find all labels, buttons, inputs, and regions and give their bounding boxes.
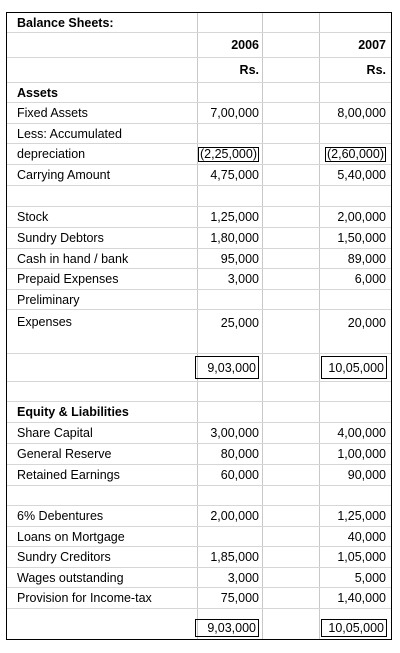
table-row (7, 228, 391, 249)
table-row (7, 249, 391, 269)
table-row (7, 444, 391, 465)
value-2006: 7,00,000 (210, 106, 259, 120)
table-row (7, 423, 391, 444)
table-row (7, 290, 391, 310)
row-label: Prepaid Expenses (17, 272, 119, 286)
row-label: 6% Debentures (17, 509, 104, 523)
table-row (7, 207, 391, 228)
table-row (7, 186, 391, 207)
value-2007: 5,000 (354, 570, 386, 585)
value-2006: 60,000 (220, 468, 259, 482)
table-row (7, 465, 391, 486)
table-row (7, 506, 391, 527)
row-label: Less: Accumulated (17, 126, 122, 141)
assets-heading: Assets (17, 85, 58, 100)
row-label: Cash in hand / bank (17, 251, 129, 266)
value-2007: 1,00,000 (337, 447, 386, 461)
table-row (7, 13, 391, 33)
value-2006: 2,00,000 (210, 509, 259, 523)
sheet-title: Balance Sheets: (17, 15, 114, 30)
value-2007: 4,00,000 (337, 426, 386, 440)
row-label: depreciation (17, 147, 86, 161)
value-2006: 1,80,000 (210, 231, 259, 245)
currency-2007: Rs. (366, 63, 386, 77)
row-label: Preliminary (17, 292, 80, 307)
table-row (7, 547, 391, 568)
liabilities-total-2007: 10,05,000 (321, 619, 387, 637)
row-label: Sundry Debtors (17, 231, 104, 245)
value-2007: 2,00,000 (337, 210, 386, 224)
table-row (7, 33, 391, 58)
value-2007-cell (319, 144, 386, 164)
table-row (7, 310, 391, 354)
row-label: Expenses (17, 314, 72, 329)
table-row (7, 382, 391, 402)
table-row (7, 609, 391, 639)
table-row (7, 83, 391, 103)
value-2006: 3,000 (227, 272, 259, 286)
row-label: Sundry Creditors (17, 550, 111, 564)
value-2007: 20,000 (347, 315, 386, 330)
table-row (7, 568, 391, 588)
value-2006: 25,000 (220, 315, 259, 330)
value-2007: 5,40,000 (337, 168, 386, 182)
value-2006: 3,00,000 (210, 426, 259, 440)
equity-heading: Equity & Liabilities (17, 405, 129, 419)
value-2006: 3,000 (227, 570, 259, 585)
value-2007: 1,25,000 (337, 509, 386, 523)
row-label: Stock (17, 210, 49, 224)
table-row (7, 144, 391, 165)
value-2007: 1,40,000 (337, 591, 386, 605)
table-row (7, 165, 391, 186)
year-2007-header: 2007 (358, 38, 386, 52)
value-2006 (197, 527, 259, 546)
table-row (7, 269, 391, 290)
balance-sheet-table (6, 12, 392, 640)
table-row (7, 354, 391, 382)
value-2007: 1,50,000 (337, 231, 386, 245)
table-row (7, 588, 391, 609)
row-label: Carrying Amount (17, 168, 111, 182)
liabilities-total-2006: 9,03,000 (195, 619, 259, 637)
table-row (7, 58, 391, 83)
value-2007: 89,000 (347, 251, 386, 266)
value-2007: 6,000 (354, 272, 386, 286)
assets-total-2006: 9,03,000 (195, 356, 259, 379)
row-label: Loans on Mortgage (17, 529, 125, 544)
row-label: General Reserve (17, 447, 112, 461)
value-2006: 1,25,000 (210, 210, 259, 224)
value-2006: 80,000 (220, 447, 259, 461)
table-row (7, 124, 391, 144)
table-row (7, 103, 391, 124)
value-2007: 8,00,000 (337, 106, 386, 120)
value-2006: 4,75,000 (210, 168, 259, 182)
row-label: Wages outstanding (17, 570, 124, 585)
year-2006-header: 2006 (231, 38, 259, 52)
row-label: Provision for Income-tax (17, 591, 152, 605)
value-2007: (2,60,000) (327, 146, 384, 161)
table-row (7, 486, 391, 506)
row-label: Fixed Assets (17, 106, 88, 120)
value-2007: 1,05,000 (337, 550, 386, 564)
value-2007: 40,000 (347, 529, 386, 544)
table-row (7, 402, 391, 423)
value-2006: 75,000 (220, 591, 259, 605)
currency-2006: Rs. (239, 63, 259, 77)
assets-total-2007: 10,05,000 (321, 356, 387, 379)
table-row (7, 527, 391, 547)
value-2007: 90,000 (347, 468, 386, 482)
value-2006: 1,85,000 (210, 550, 259, 564)
row-label: Share Capital (17, 426, 93, 440)
value-2006: (2,25,000) (200, 146, 257, 161)
value-2006: 95,000 (220, 251, 259, 266)
row-label: Retained Earnings (17, 468, 120, 482)
value-2006-cell (197, 144, 259, 164)
